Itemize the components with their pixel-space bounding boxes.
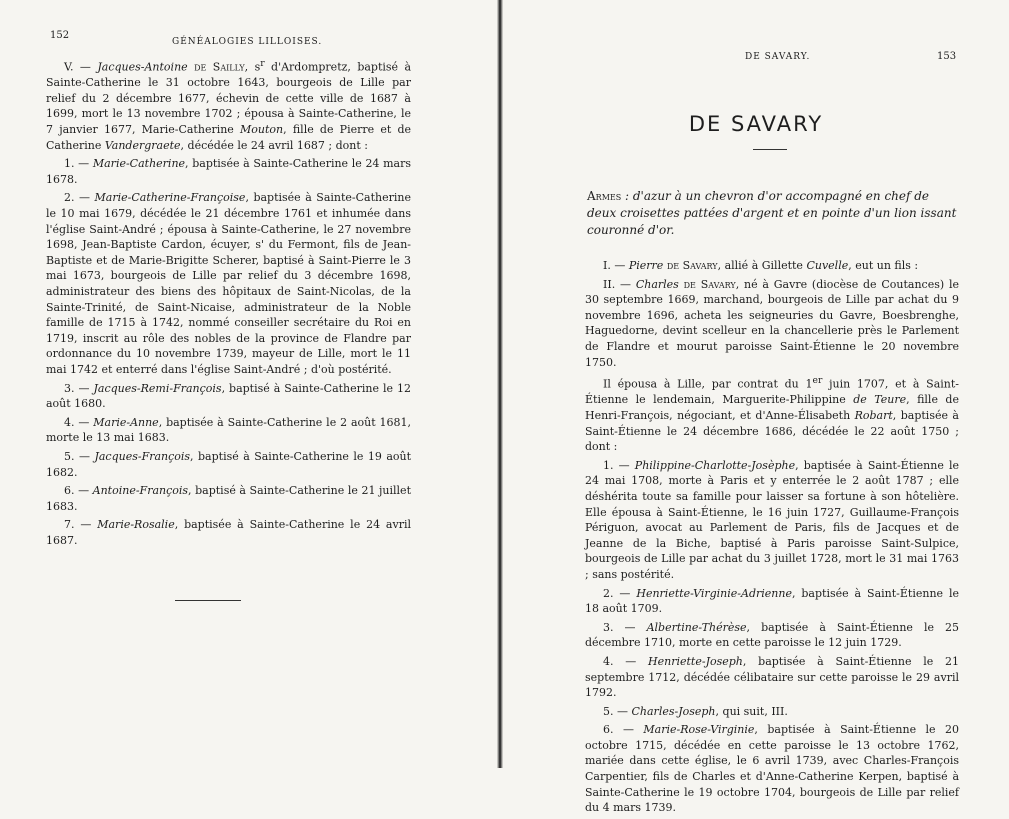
title-rule bbox=[753, 149, 787, 150]
child-entry: 5. — Jacques-François, baptisé à Sainte-Catherine le 19 août 1682. bbox=[46, 449, 412, 479]
left-page bbox=[0, 0, 497, 768]
entry-v: V. — Jacques-Antoine de Sailly, $s^r$ d'Ardompretz, baptisé à Sainte-Catherine le 31 octobre 1643, bourgeois de Lille par relief du 2 décembre 1677, échevin de cette ville de 1687 à 1699, mort le 13 novembre 1702 ; épousa à Sainte-Catherine, le 7 janvier 1677, Marie-Catherine Mouton, fille de Pierre et de Catherine Vandergraete, décédée le 24 avril 1687 ; dont : bbox=[46, 58, 412, 152]
child-entry: 7. — Marie-Rosalie, baptisée à Sainte-Catherine le 24 avril 1687. bbox=[46, 518, 411, 547]
coat-of-arms-description: Armes : d'azur à un chevron d'or accompagné en chef de deux croisettes pattées d'argent et en pointe d'un lion issant couronné d'or. bbox=[587, 189, 957, 237]
family-title: DE SAVARY bbox=[688, 112, 824, 136]
right-page-number: 153 bbox=[937, 51, 957, 62]
child-entry: 4. — Marie-Anne, baptisée à Sainte-Catherine le 2 août 1681, morte le 13 mai 1683. bbox=[46, 415, 411, 445]
child-entry: 6. — Marie-Rose-Virginie, baptisée à Saint-Étienne le 20 octobre 1715, décédée en cette paroisse le 13 octobre 1762, mariée dans cette église, le 6 avril 1739, avec Charles-François Carpentier, fils de Charles et d'Anne-Catherine Kerpen, baptisé à Sainte-Catherine le 19 octobre 1704, bourgeois de Lille par relief du 4 mars 1739. bbox=[585, 723, 960, 815]
child-entry: 6. — Antoine-François, baptisé à Sainte-Catherine le 21 juillet 1683. bbox=[46, 484, 411, 513]
left-page-number: 152 bbox=[50, 30, 70, 41]
entry-ii: II. — Charles de Savary, né à Gavre (diocèse de Coutances) le 30 septembre 1669, marchand, bourgeois de Lille par achat du 9 novembre 1696, acheta les seigneuries du Gavre, Boesbrenghe, Haguedorne, devint scelleur en la chancellerie près le Parlement de Flandre et mourut paroisse Saint-Étienne le 20 novembre 1750. bbox=[585, 277, 960, 369]
child-entry: 4. — Henriette-Joseph, baptisée à Saint-Étienne le 21 septembre 1712, décédée célibataire sur cette paroisse le 29 avril 1792. bbox=[585, 654, 960, 700]
left-text-block bbox=[46, 56, 411, 551]
right-running-head: DE SAVARY. bbox=[745, 52, 811, 62]
end-rule bbox=[175, 600, 241, 601]
entry-ii-marriage: Il épousa à Lille, par contrat du 1er juin 1707, et à Saint-Étienne le lendemain, Marguerite-Philippine de Teure, fille de Henri-François, négociant, et d'Anne-Élisabeth Robart, baptisée à Saint-Étienne le 24 décembre 1686, décédée le 22 août 1750 ; dont : bbox=[585, 375, 959, 454]
entry-i: I. — Pierre de Savary, allié à Gillette Cuvelle, eut un fils : bbox=[603, 259, 919, 272]
child-entry: 2. — Marie-Catherine-Françoise, baptisée à Sainte-Catherine le 10 mai 1679, décédée le 21 décembre 1761 et inhumée dans l'église Saint-André ; épousa à Sainte-Catherine, le 27 novembre 1698, Jean-Baptiste Cardon, écuyer, s' du Fermont, fils de Jean-Baptiste et de Marie-Brigitte Scherer, baptisé à Saint-Pierre le 3 mai 1673, bourgeois de Lille par relief du 3 décembre 1698, administrateur des biens des hôpitaux de Saint-Nicolas, de la Sainte-Trinité, de Saint-Nicaise, administrateur de la Noble famille de 1715 à 1742, nommé conseiller secrétaire du Roi en 1719, inscrit au rôle des nobles de la province de Flandre par ordonnance du 10 novembre 1739, mayeur de Lille, mort le 11 mai 1742 et enterré dans l'église Saint-André ; d'où postérité. bbox=[46, 191, 411, 376]
child-entry: 5. — Charles-Joseph, qui suit, III. bbox=[603, 704, 788, 718]
child-entry: 3. — Albertine-Thérèse, baptisée à Saint-Étienne le 25 décembre 1710, morte en cette paroisse le 12 juin 1729. bbox=[585, 620, 959, 650]
child-entry: 3. — Jacques-Remi-François, baptisé à Sainte-Catherine le 12 août 1680. bbox=[46, 381, 412, 411]
child-entry: 2. — Henriette-Virginie-Adrienne, baptisée à Saint-Étienne le 18 août 1709. bbox=[585, 586, 959, 616]
right-page bbox=[503, 0, 1009, 815]
right-text-block bbox=[585, 258, 959, 819]
child-entry: 1. — Philippine-Charlotte-Josèphe, baptisée à Saint-Étienne le 24 mai 1708, morte à Paris et y enterrée le 2 août 1787 ; elle déshérita toute sa famille pour laisser sa fortune à son hôtelière. Elle épousa à Saint-Étienne, le 16 juin 1727, Guillaume-François Périguon, avocat au Parlement de Paris, fils de Jacques et de Jeanne de la Biche, baptisé à Paris paroisse Saint-Sulpice, bourgeois de Lille par achat du 3 juillet 1728, mort le 31 mai 1763 ; sans postérité. bbox=[585, 458, 959, 581]
child-entry: 1. — Marie-Catherine, baptisée à Sainte-Catherine le 24 mars 1678. bbox=[46, 157, 411, 186]
left-running-head: GÉNÉALOGIES LILLOISES. bbox=[172, 37, 323, 47]
